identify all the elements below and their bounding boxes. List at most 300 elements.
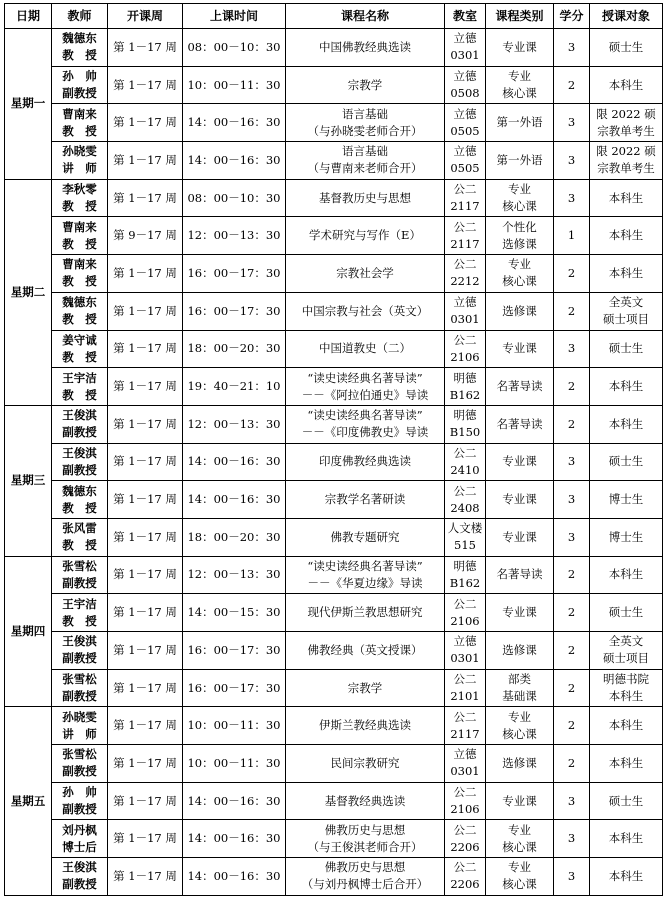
teacher-cell-line: 王俊淇 bbox=[62, 634, 97, 649]
room-cell-line: B162 bbox=[449, 575, 481, 590]
teacher-cell-line: 王俊淇 bbox=[62, 445, 97, 460]
room-cell-line: 立德 bbox=[453, 106, 477, 121]
teacher-cell-line: 讲 师 bbox=[62, 726, 97, 741]
credit-cell: 3 bbox=[554, 142, 590, 180]
room-cell-line: 0505 bbox=[450, 123, 480, 138]
room-cell-line: 公二 bbox=[453, 332, 477, 347]
course-name-cell bbox=[286, 782, 445, 820]
table-row bbox=[5, 782, 663, 820]
credit-cell: 2 bbox=[554, 669, 590, 707]
target-cell-line: 本科生 bbox=[608, 868, 644, 883]
course-name-cell-line: “读史读经典名著导读” bbox=[307, 370, 423, 385]
time-cell: 08：00－10：30 bbox=[183, 29, 286, 67]
target-cell bbox=[590, 104, 663, 142]
table-row bbox=[5, 104, 663, 142]
table-row bbox=[5, 292, 663, 330]
room-cell bbox=[445, 104, 486, 142]
category-cell bbox=[486, 255, 554, 293]
teacher-cell bbox=[52, 179, 108, 217]
teacher-cell-line: 刘丹枫 bbox=[62, 822, 97, 837]
course-name-cell-line: 宗教学名著研读 bbox=[324, 492, 406, 507]
teacher-cell-line: 教 授 bbox=[62, 274, 97, 289]
schedule-body bbox=[5, 29, 663, 896]
category-cell-line: 选修课 bbox=[502, 236, 537, 251]
room-cell-line: 0508 bbox=[450, 86, 480, 101]
credit-cell: 2 bbox=[554, 632, 590, 670]
category-cell bbox=[486, 179, 554, 217]
credit-cell: 3 bbox=[554, 443, 590, 481]
table-row bbox=[5, 556, 663, 594]
room-cell bbox=[445, 858, 486, 896]
time-cell: 16：00－17：30 bbox=[183, 669, 286, 707]
teacher-cell-line: 副教授 bbox=[62, 689, 97, 704]
weeks-cell: 第 1－17 周 bbox=[108, 443, 183, 481]
category-cell bbox=[486, 142, 554, 180]
credit-cell: 2 bbox=[554, 255, 590, 293]
course-name-cell bbox=[286, 142, 445, 180]
room-cell-line: 立德 bbox=[453, 747, 477, 762]
teacher-cell-line: 副教授 bbox=[62, 651, 97, 666]
course-name-cell-line: 中国佛教经典选读 bbox=[319, 39, 411, 54]
target-cell-line: 本科生 bbox=[608, 379, 644, 394]
category-cell-line: 核心课 bbox=[502, 86, 537, 101]
category-cell bbox=[486, 29, 554, 67]
teacher-cell bbox=[52, 217, 108, 255]
room-cell-line: 公二 bbox=[453, 182, 477, 197]
target-cell bbox=[590, 481, 663, 519]
credit-cell: 3 bbox=[554, 104, 590, 142]
teacher-cell bbox=[52, 707, 108, 745]
course-name-cell-line: 学术研究与写作（E） bbox=[309, 228, 421, 243]
target-cell-line: 本科生 bbox=[608, 718, 644, 733]
target-cell-line: 本科生 bbox=[608, 228, 644, 243]
credit-cell: 2 bbox=[554, 368, 590, 406]
teacher-cell bbox=[52, 518, 108, 556]
table-row bbox=[5, 518, 663, 556]
teacher-cell-line: 王俊淇 bbox=[62, 860, 97, 875]
course-name-cell bbox=[286, 556, 445, 594]
target-cell bbox=[590, 782, 663, 820]
teacher-cell-line: 教 授 bbox=[62, 387, 97, 402]
room-cell-line: 立德 bbox=[453, 144, 477, 159]
target-cell-line: 全英文 bbox=[608, 634, 644, 649]
room-cell bbox=[445, 707, 486, 745]
target-cell-line: 硕士项目 bbox=[603, 312, 649, 327]
room-cell-line: 2106 bbox=[450, 349, 480, 364]
time-cell: 16：00－17：30 bbox=[183, 255, 286, 293]
table-row bbox=[5, 745, 663, 783]
teacher-cell-line: 孙 帅 bbox=[62, 785, 97, 800]
room-cell bbox=[445, 292, 486, 330]
teacher-cell bbox=[52, 858, 108, 896]
day-label: 星期一 bbox=[5, 29, 52, 180]
room-cell-line: 公二 bbox=[453, 822, 477, 837]
room-cell-line: 2206 bbox=[450, 839, 480, 854]
time-cell: 16：00－17：30 bbox=[183, 632, 286, 670]
teacher-cell-line: 教 授 bbox=[62, 500, 97, 515]
room-cell bbox=[445, 330, 486, 368]
time-cell: 12：00－13：30 bbox=[183, 405, 286, 443]
credit-cell: 3 bbox=[554, 858, 590, 896]
category-cell bbox=[486, 66, 554, 104]
course-name-cell-line: 伊斯兰教经典选读 bbox=[319, 718, 411, 733]
course-name-cell-line: 基督教经典选读 bbox=[324, 793, 406, 808]
time-cell: 14：00－16：30 bbox=[183, 820, 286, 858]
target-cell-line: 博士生 bbox=[608, 529, 644, 544]
target-cell-line: 本科生 bbox=[608, 831, 644, 846]
teacher-cell-line: 教 授 bbox=[62, 613, 97, 628]
category-cell bbox=[486, 405, 554, 443]
credit-cell: 3 bbox=[554, 518, 590, 556]
room-cell-line: 2410 bbox=[450, 462, 480, 477]
time-cell: 14：00－16：30 bbox=[183, 104, 286, 142]
category-cell-line: 专业课 bbox=[502, 341, 537, 356]
teacher-cell-line: 张风雷 bbox=[62, 521, 97, 536]
category-cell-line: 第一外语 bbox=[496, 115, 543, 130]
table-row bbox=[5, 632, 663, 670]
room-cell-line: 2117 bbox=[450, 199, 480, 214]
teacher-cell-line: 曹南来 bbox=[62, 257, 97, 272]
teacher-cell-line: 魏德东 bbox=[62, 483, 97, 498]
room-cell-line: 0505 bbox=[450, 161, 480, 176]
category-cell-line: 个性化 bbox=[502, 219, 537, 234]
credit-cell: 3 bbox=[554, 29, 590, 67]
weeks-cell: 第 1－17 周 bbox=[108, 669, 183, 707]
course-name-cell bbox=[286, 66, 445, 104]
course-name-cell-line: （与孙晓雯老师合开） bbox=[307, 123, 423, 138]
table-row bbox=[5, 142, 663, 180]
room-cell-line: 立德 bbox=[453, 295, 477, 310]
target-cell-line: 硕士生 bbox=[608, 793, 644, 808]
course-schedule-table bbox=[4, 3, 663, 896]
category-cell-line: 专业课 bbox=[502, 454, 537, 469]
course-name-cell-line: 佛教经典（英文授课） bbox=[307, 642, 423, 657]
header-weeks: 开课周 bbox=[108, 4, 183, 29]
room-cell bbox=[445, 443, 486, 481]
teacher-cell-line: 王宇洁 bbox=[62, 596, 97, 611]
course-name-cell bbox=[286, 632, 445, 670]
time-cell: 19：40－21：10 bbox=[183, 368, 286, 406]
category-cell bbox=[486, 481, 554, 519]
teacher-cell-line: 教 授 bbox=[62, 538, 97, 553]
teacher-cell-line: 教 授 bbox=[62, 236, 97, 251]
weeks-cell: 第 1－17 周 bbox=[108, 66, 183, 104]
teacher-cell-line: 孙晓雯 bbox=[62, 144, 97, 159]
target-cell bbox=[590, 745, 663, 783]
room-cell-line: 立德 bbox=[453, 69, 477, 84]
room-cell bbox=[445, 255, 486, 293]
table-row bbox=[5, 405, 663, 443]
room-cell-line: 公二 bbox=[453, 860, 477, 875]
category-cell bbox=[486, 217, 554, 255]
course-name-cell bbox=[286, 405, 445, 443]
category-cell bbox=[486, 858, 554, 896]
target-cell-line: 本科生 bbox=[608, 416, 644, 431]
target-cell bbox=[590, 217, 663, 255]
weeks-cell: 第 1－17 周 bbox=[108, 858, 183, 896]
target-cell-line: 宗教单考生 bbox=[597, 123, 655, 138]
course-name-cell-line: 佛教专题研究 bbox=[330, 529, 400, 544]
table-row bbox=[5, 707, 663, 745]
room-cell-line: 515 bbox=[454, 538, 476, 553]
header-teacher: 教师 bbox=[52, 4, 108, 29]
course-name-cell bbox=[286, 443, 445, 481]
category-cell-line: 核心课 bbox=[502, 199, 537, 214]
time-cell: 18：00－20：30 bbox=[183, 518, 286, 556]
room-cell bbox=[445, 820, 486, 858]
category-cell-line: 专业课 bbox=[502, 492, 537, 507]
teacher-cell-line: 副教授 bbox=[62, 802, 97, 817]
room-cell bbox=[445, 66, 486, 104]
course-name-cell-line: 宗教学 bbox=[347, 680, 383, 695]
time-cell: 14：00－16：30 bbox=[183, 782, 286, 820]
course-name-cell-line: 宗教学 bbox=[347, 77, 383, 92]
time-cell: 14：00－16：30 bbox=[183, 443, 286, 481]
teacher-cell-line: 姜守诚 bbox=[62, 332, 97, 347]
category-cell bbox=[486, 518, 554, 556]
target-cell-line: 宗教单考生 bbox=[597, 161, 655, 176]
table-row bbox=[5, 443, 663, 481]
credit-cell: 3 bbox=[554, 782, 590, 820]
course-name-cell-line: －－《印度佛教史》导读 bbox=[301, 425, 429, 440]
teacher-cell-line: 教 授 bbox=[62, 199, 97, 214]
weeks-cell: 第 1－17 周 bbox=[108, 782, 183, 820]
course-name-cell bbox=[286, 104, 445, 142]
target-cell bbox=[590, 594, 663, 632]
header-target: 授课对象 bbox=[590, 4, 663, 29]
day-label: 星期五 bbox=[5, 707, 52, 895]
category-cell-line: 选修课 bbox=[502, 642, 537, 657]
room-cell-line: 2106 bbox=[450, 613, 480, 628]
weeks-cell: 第 1－17 周 bbox=[108, 142, 183, 180]
time-cell: 08：00－10：30 bbox=[183, 179, 286, 217]
teacher-cell-line: 曹南来 bbox=[62, 106, 97, 121]
teacher-cell bbox=[52, 481, 108, 519]
room-cell-line: B150 bbox=[449, 425, 481, 440]
course-name-cell-line: 中国宗教与社会（英文） bbox=[301, 303, 429, 318]
category-cell bbox=[486, 443, 554, 481]
table-row bbox=[5, 330, 663, 368]
teacher-cell bbox=[52, 745, 108, 783]
target-cell bbox=[590, 518, 663, 556]
course-name-cell bbox=[286, 179, 445, 217]
course-name-cell bbox=[286, 707, 445, 745]
course-name-cell bbox=[286, 858, 445, 896]
room-cell-line: 明德 bbox=[453, 408, 477, 423]
table-row bbox=[5, 66, 663, 104]
teacher-cell-line: 副教授 bbox=[62, 764, 97, 779]
category-cell-line: 专业课 bbox=[502, 39, 537, 54]
course-name-cell bbox=[286, 594, 445, 632]
target-cell bbox=[590, 66, 663, 104]
credit-cell: 3 bbox=[554, 179, 590, 217]
category-cell-line: 核心课 bbox=[502, 839, 537, 854]
course-name-cell bbox=[286, 669, 445, 707]
header-room: 教室 bbox=[445, 4, 486, 29]
teacher-cell bbox=[52, 556, 108, 594]
course-name-cell bbox=[286, 255, 445, 293]
room-cell-line: 2212 bbox=[450, 274, 480, 289]
target-cell-line: 硕士生 bbox=[608, 605, 644, 620]
category-cell-line: 专业课 bbox=[502, 605, 537, 620]
room-cell-line: 公二 bbox=[453, 785, 477, 800]
credit-cell: 2 bbox=[554, 556, 590, 594]
room-cell bbox=[445, 594, 486, 632]
time-cell: 10：00－11：30 bbox=[183, 707, 286, 745]
course-name-cell-line: （与曹南来老师合开） bbox=[307, 161, 423, 176]
credit-cell: 3 bbox=[554, 330, 590, 368]
target-cell-line: 博士生 bbox=[608, 492, 644, 507]
teacher-cell-line: 副教授 bbox=[62, 877, 97, 892]
course-name-cell bbox=[286, 481, 445, 519]
room-cell-line: 0301 bbox=[450, 312, 480, 327]
teacher-cell bbox=[52, 782, 108, 820]
room-cell bbox=[445, 556, 486, 594]
category-cell bbox=[486, 556, 554, 594]
table-row bbox=[5, 820, 663, 858]
weeks-cell: 第 1－17 周 bbox=[108, 518, 183, 556]
target-cell bbox=[590, 292, 663, 330]
target-cell bbox=[590, 707, 663, 745]
time-cell: 14：00－16：30 bbox=[183, 142, 286, 180]
header-date: 日期 bbox=[5, 4, 52, 29]
weeks-cell: 第 1－17 周 bbox=[108, 104, 183, 142]
teacher-cell-line: 教 授 bbox=[62, 123, 97, 138]
header-time: 上课时间 bbox=[183, 4, 286, 29]
table-row bbox=[5, 179, 663, 217]
credit-cell: 2 bbox=[554, 405, 590, 443]
target-cell bbox=[590, 255, 663, 293]
category-cell bbox=[486, 292, 554, 330]
weeks-cell: 第 1－17 周 bbox=[108, 179, 183, 217]
room-cell-line: 立德 bbox=[453, 634, 477, 649]
category-cell bbox=[486, 820, 554, 858]
teacher-cell bbox=[52, 669, 108, 707]
target-cell bbox=[590, 368, 663, 406]
category-cell-line: 基础课 bbox=[502, 689, 537, 704]
header-credit: 学分 bbox=[554, 4, 590, 29]
table-row bbox=[5, 594, 663, 632]
course-name-cell-line: 中国道教史（二） bbox=[319, 341, 411, 356]
header-course: 课程名称 bbox=[286, 4, 445, 29]
teacher-cell bbox=[52, 820, 108, 858]
room-cell bbox=[445, 368, 486, 406]
room-cell bbox=[445, 518, 486, 556]
category-cell-line: 名著导读 bbox=[496, 567, 543, 582]
course-name-cell-line: 基督教历史与思想 bbox=[319, 190, 411, 205]
room-cell-line: 0301 bbox=[450, 48, 480, 63]
day-label: 星期二 bbox=[5, 179, 52, 405]
teacher-cell-line: 李秋零 bbox=[62, 182, 97, 197]
course-name-cell-line: 佛教历史与思想 bbox=[324, 822, 406, 837]
room-cell-line: 0301 bbox=[450, 651, 480, 666]
course-name-cell-line: 语言基础 bbox=[342, 144, 388, 159]
room-cell bbox=[445, 782, 486, 820]
weeks-cell: 第 1－17 周 bbox=[108, 820, 183, 858]
category-cell-line: 专业 bbox=[508, 182, 531, 197]
room-cell-line: 公二 bbox=[453, 445, 477, 460]
category-cell-line: 选修课 bbox=[502, 303, 537, 318]
course-name-cell bbox=[286, 330, 445, 368]
course-name-cell-line: 印度佛教经典选读 bbox=[319, 454, 411, 469]
category-cell-line: 专业 bbox=[508, 860, 531, 875]
category-cell bbox=[486, 669, 554, 707]
room-cell-line: 公二 bbox=[453, 219, 477, 234]
category-cell-line: 专业 bbox=[508, 822, 531, 837]
teacher-cell-line: 张雪松 bbox=[62, 747, 97, 762]
time-cell: 12：00－13：30 bbox=[183, 556, 286, 594]
category-cell-line: 专业课 bbox=[502, 793, 537, 808]
time-cell: 16：00－17：30 bbox=[183, 292, 286, 330]
teacher-cell-line: 王宇洁 bbox=[62, 370, 97, 385]
room-cell bbox=[445, 142, 486, 180]
credit-cell: 2 bbox=[554, 292, 590, 330]
course-name-cell bbox=[286, 29, 445, 67]
room-cell-line: 2101 bbox=[450, 689, 480, 704]
teacher-cell-line: 副教授 bbox=[62, 86, 97, 101]
target-cell-line: 本科生 bbox=[608, 190, 644, 205]
room-cell bbox=[445, 405, 486, 443]
category-cell-line: 第一外语 bbox=[496, 152, 543, 167]
room-cell bbox=[445, 217, 486, 255]
weeks-cell: 第 1－17 周 bbox=[108, 556, 183, 594]
table-row bbox=[5, 368, 663, 406]
category-cell-line: 核心课 bbox=[502, 726, 537, 741]
teacher-cell bbox=[52, 330, 108, 368]
course-name-cell-line: （与刘丹枫博士后合开） bbox=[301, 877, 429, 892]
target-cell-line: 限 2022 硕 bbox=[596, 106, 656, 121]
teacher-cell-line: 教 授 bbox=[62, 48, 97, 63]
teacher-cell bbox=[52, 29, 108, 67]
credit-cell: 3 bbox=[554, 481, 590, 519]
category-cell-line: 专业课 bbox=[502, 529, 537, 544]
course-name-cell-line: －－《阿拉伯通史》导读 bbox=[301, 387, 429, 402]
room-cell-line: 2206 bbox=[450, 877, 480, 892]
credit-cell: 3 bbox=[554, 820, 590, 858]
room-cell-line: 公二 bbox=[453, 672, 477, 687]
room-cell-line: 公二 bbox=[453, 596, 477, 611]
category-cell bbox=[486, 632, 554, 670]
target-cell bbox=[590, 330, 663, 368]
time-cell: 12：00－13：30 bbox=[183, 217, 286, 255]
target-cell-line: 限 2022 硕 bbox=[596, 144, 656, 159]
credit-cell: 2 bbox=[554, 707, 590, 745]
room-cell-line: 明德 bbox=[453, 370, 477, 385]
table-row bbox=[5, 217, 663, 255]
target-cell bbox=[590, 179, 663, 217]
target-cell-line: 本科生 bbox=[608, 567, 644, 582]
category-cell bbox=[486, 707, 554, 745]
weeks-cell: 第 1－17 周 bbox=[108, 707, 183, 745]
teacher-cell bbox=[52, 255, 108, 293]
room-cell-line: 0301 bbox=[450, 764, 480, 779]
target-cell bbox=[590, 556, 663, 594]
teacher-cell-line: 副教授 bbox=[62, 425, 97, 440]
category-cell-line: 名著导读 bbox=[496, 379, 543, 394]
credit-cell: 2 bbox=[554, 66, 590, 104]
room-cell-line: 立德 bbox=[453, 31, 477, 46]
course-name-cell-line: 佛教历史与思想 bbox=[324, 860, 406, 875]
category-cell-line: 核心课 bbox=[502, 274, 537, 289]
teacher-cell-line: 魏德东 bbox=[62, 31, 97, 46]
teacher-cell-line: 副教授 bbox=[62, 575, 97, 590]
time-cell: 14：00－16：30 bbox=[183, 858, 286, 896]
teacher-cell-line: 张雪松 bbox=[62, 672, 97, 687]
teacher-cell-line: 张雪松 bbox=[62, 558, 97, 573]
target-cell bbox=[590, 142, 663, 180]
room-cell bbox=[445, 179, 486, 217]
room-cell-line: 公二 bbox=[453, 257, 477, 272]
